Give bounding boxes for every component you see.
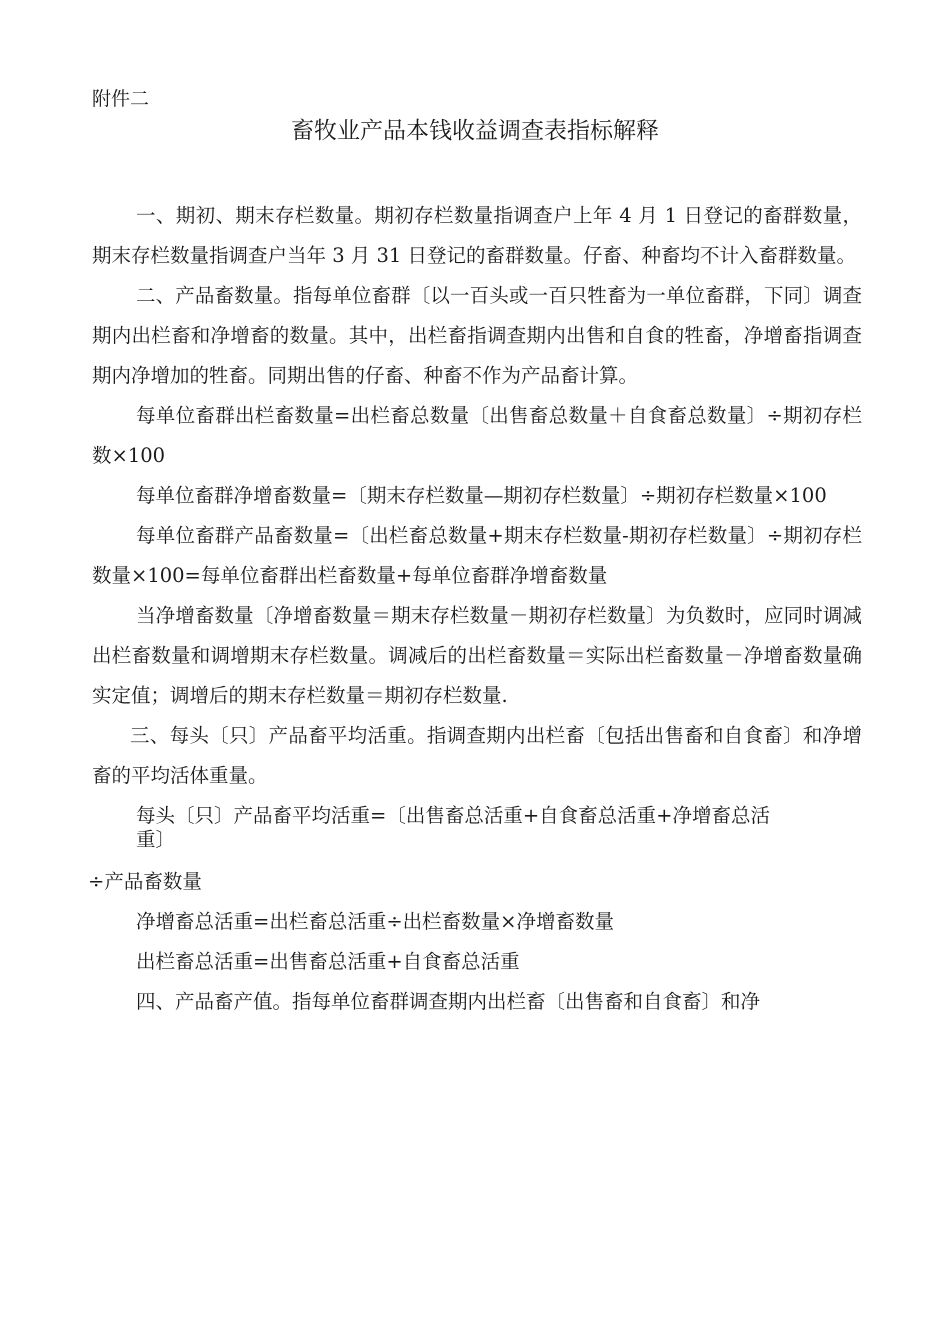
paragraph-product-value: 四、产品畜产值。指每单位畜群调查期内出栏畜〔出售畜和自食畜〕和净	[136, 990, 761, 1013]
paragraph-average-live-weight: 三、每头〔只〕产品畜平均活重。指调查期内出栏畜〔包括出售畜和自食畜〕和净增畜的平均活体重量。	[92, 724, 862, 787]
formula-product-per-unit: 每单位畜群产品畜数量=〔出栏畜总数量+期末存栏数量-期初存栏数量〕÷期初存栏数量×100=每单位畜群出栏畜数量+每单位畜群净增畜数量	[92, 524, 862, 587]
paragraph-stock-quantity: 一、期初、期末存栏数量。期初存栏数量指调查户上年 4 月 1 日登记的畜群数量，期末存栏数量指调查户当年 3 月 31 日登记的畜群数量。仔畜、种畜均不计入畜群数量。	[92, 204, 862, 267]
formula-net-increase-per-unit: 每单位畜群净增畜数量=〔期末存栏数量—期初存栏数量〕÷期初存栏数量×100	[136, 484, 827, 507]
attachment-label: 附件二	[92, 88, 150, 110]
paragraph-product-livestock-quantity: 二、产品畜数量。指每单位畜群〔以一百头或一百只牲畜为一单位畜群，下同〕调查期内出栏畜和净增畜的数量。其中，出栏畜指调查期内出售和自食的牲畜，净增畜指调查期内净增加的牲畜。同期出售的仔畜、种畜不作为产品畜计算。	[92, 284, 862, 387]
formula-average-live-weight-divisor: ÷产品畜数量	[88, 870, 202, 893]
formula-average-live-weight	[92, 804, 862, 852]
formula-average-live-weight-line2: 重〕	[136, 828, 176, 851]
formula-outgoing-total-weight: 出栏畜总活重=出售畜总活重+自食畜总活重	[136, 950, 520, 973]
document-title: 畜牧业产品本钱收益调查表指标解释	[291, 118, 659, 144]
formula-net-increase-total-weight: 净增畜总活重=出栏畜总活重÷出栏畜数量×净增畜数量	[136, 910, 615, 933]
paragraph-negative-net-increase: 当净增畜数量〔净增畜数量＝期末存栏数量－期初存栏数量〕为负数时，应同时调减出栏畜数量和调增期末存栏数量。调减后的出栏畜数量＝实际出栏畜数量－净增畜数量确实定值；调增后的期末存栏数量＝期初存栏数量.	[92, 604, 862, 707]
document-body	[88, 196, 862, 1022]
formula-outgoing-per-unit: 每单位畜群出栏畜数量=出栏畜总数量〔出售畜总数量＋自食畜总数量〕÷期初存栏数×100	[92, 404, 862, 467]
formula-average-live-weight-line1: 每头〔只〕产品畜平均活重=〔出售畜总活重+自食畜总活重+净增畜总活	[136, 804, 771, 827]
